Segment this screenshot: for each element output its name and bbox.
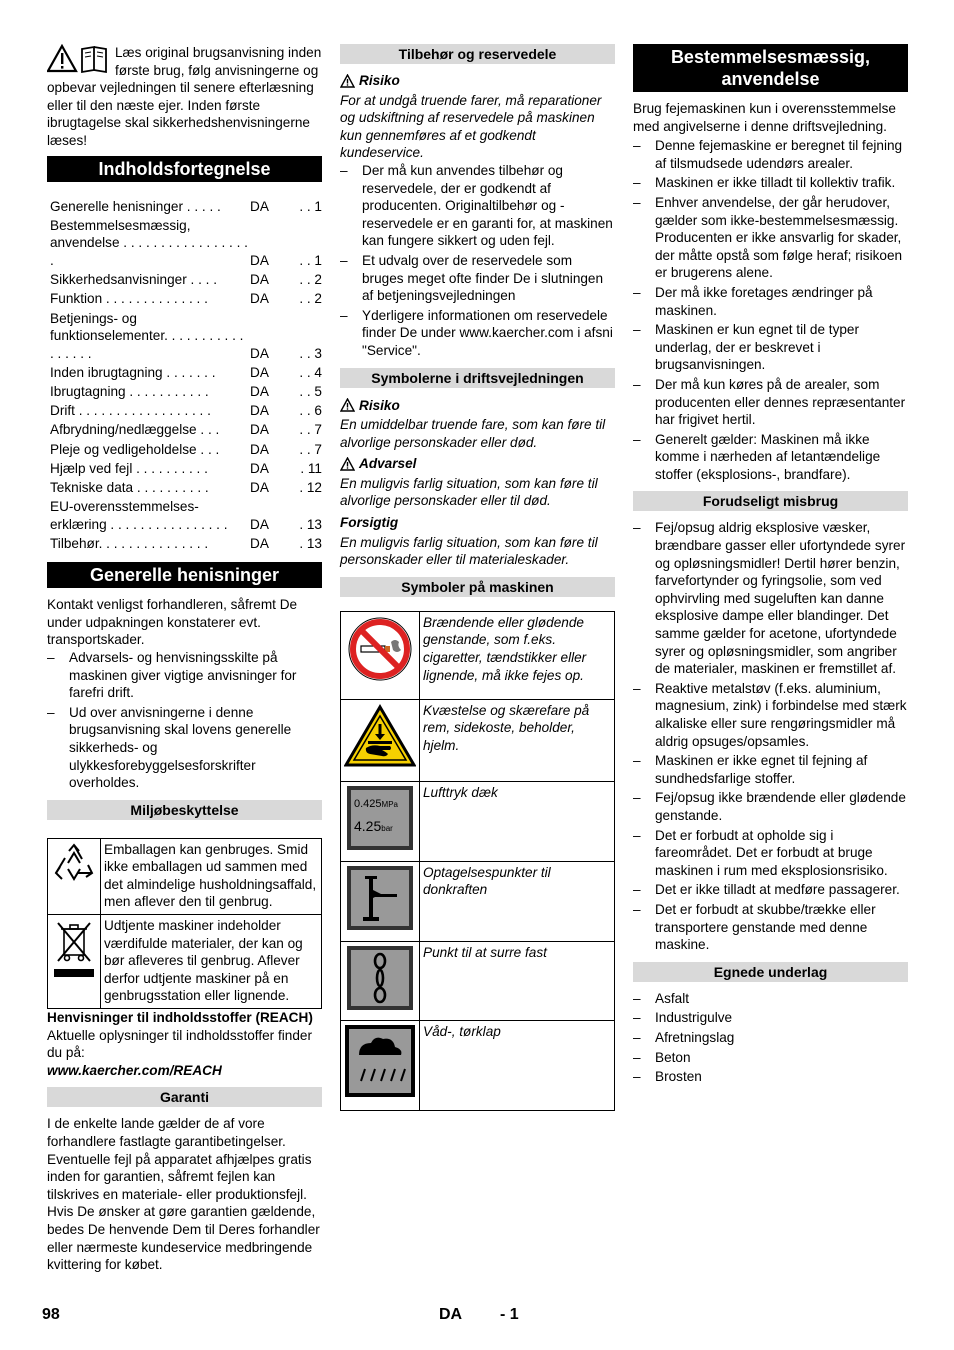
list-item: – Generelt gælder: Maskinen må ikke komme i nærheden af letantændelige stoffer (eksplosions-, brandfare).	[633, 431, 908, 484]
symbol-text-2: Kvæstelse og skærefare på rem, sidekoste, beholder, hjelm.	[420, 699, 615, 781]
list-item: – Et udvalg over de reservedele som bruges meget ofte finder De i slutningen af betjeningsvejledningen	[340, 252, 615, 305]
list-item: – Enhver anvendelse, der går herudover, gælder som ikke-bestemmelsesmæssig. Producenten er ikke ansvarlig for skader, der måtte opstå som følge heraf; risikoen er brugerens alene.	[633, 194, 908, 282]
list-item: – Reaktive metalstøv (f.eks. aluminium, magnesium, zink) i forbindelse med stærk alkaliske eller sure rengøringsmidler må aldrig opsuges/opsamles.	[633, 680, 908, 750]
toc-entry-title: Betjenings- og funktionselementer. . . . . . . . . . . . . . . . .	[50, 310, 244, 361]
toc-entry-page: . . 2	[299, 291, 322, 307]
symbols-machine-heading: Symboler på maskinen	[340, 577, 615, 597]
toc-entry-page: . . 6	[299, 403, 322, 419]
symbols-manual-heading: Symbolerne i driftsvejledningen	[340, 368, 615, 388]
table-row	[48, 915, 322, 1009]
toc-entry[interactable]	[50, 383, 322, 402]
toc-entry-title: Tilbehør. . . . . . . . . . . . . . .	[50, 535, 209, 551]
toc-entry-page: . 13	[299, 535, 322, 551]
table-row	[341, 699, 615, 781]
toc-entry-lang: DA	[250, 384, 269, 400]
warranty-heading: Garanti	[47, 1087, 322, 1107]
column-middle	[340, 44, 615, 1111]
list-item: – Maskinen er ikke egnet til fejning af sundhedsfarlige stoffer.	[633, 752, 908, 787]
toc-entry-lang: DA	[250, 403, 269, 419]
list-item: – Beton	[633, 1049, 908, 1067]
symbol-text-1: Brændende eller glødende genstande, som f.eks. cigaretter, tændstikker eller lignende, må ikke fejes op.	[420, 611, 615, 699]
toc-entry-title: Inden ibrugtagning . . . . . . .	[50, 364, 216, 380]
toc-entry[interactable]	[50, 535, 322, 554]
list-item: – Der må kun anvendes tilbehør og reservedele, der er godkendt af producenten. Originaltilbehør og -reservedele er en garanti for, at maskinen kan fungere sikkert og uden fejl.	[340, 162, 615, 250]
toc-entry-lang: DA	[250, 535, 269, 551]
list-item: – Der må kun køres på de arealer, som producenten eller dennes repræsentanter har frigivet hertil.	[633, 376, 908, 429]
intended-use-text: Brug fejemaskinen kun i overensstemmelse med angivelserne i denne driftsvejledning.	[633, 101, 896, 134]
footer-language: DA	[439, 1306, 463, 1323]
toc-entry[interactable]	[50, 402, 322, 421]
general-text: Kontakt venligst forhandleren, såfremt De under udpakningen konstaterer evt. transportskader.	[47, 597, 298, 648]
toc-entry-title: Ibrugtagning . . . . . . . . . . .	[50, 384, 209, 400]
symbol-text-5: Punkt til at surre fast	[420, 941, 615, 1020]
toc-table	[50, 198, 322, 555]
toc-entry-page: . . 7	[299, 441, 322, 457]
toc-entry-title: Hjælp ved fejl . . . . . . . . . .	[50, 460, 208, 476]
symbols-machine-table	[340, 611, 615, 1111]
environment-text-1: Emballagen kan genbruges. Smid ikke emballagen ud sammen med det almindelige husholdningsaffald, men aflever den til genbrug.	[101, 838, 322, 914]
misuse-list	[633, 519, 908, 953]
symbol-text-3: Lufttryk dæk	[420, 781, 615, 861]
table-row	[341, 941, 615, 1020]
surfaces-list	[633, 990, 908, 1086]
toc-entry-title: EU-overensstemmelses- erklæring . . . . . . . . . . . . . . . .	[50, 499, 228, 532]
environment-heading: Miljøbeskyttelse	[47, 800, 322, 820]
caution-description: En muligvis farlig situation, som kan føre til personskader eller til materialeskader.	[340, 534, 598, 568]
toc-entry-lang: DA	[250, 516, 269, 532]
no-burning-objects-icon	[347, 616, 413, 682]
general-heading: Generelle henisninger	[47, 562, 322, 588]
list-item: – Denne fejemaskine er beregnet til fejning af tilsmudsede udendørs arealer.	[633, 137, 908, 172]
list-item: – Maskinen er kun egnet til de typer underlag, der er beskrevet i brugsanvisningen.	[633, 321, 908, 374]
toc-entry-title: Sikkerhedsanvisninger . . . .	[50, 272, 217, 288]
list-item: – Industrigulve	[633, 1009, 908, 1027]
crossed-bin-icon	[52, 919, 96, 981]
risk-description: En umiddelbar truende fare, som kan føre til alvorlige personskader eller død.	[340, 417, 606, 450]
toc-entry[interactable]	[50, 217, 322, 271]
warning-triangle-icon	[340, 457, 355, 471]
toc-entry[interactable]	[50, 498, 322, 535]
list-item: – Det er forbudt at opholde sig i fareområdet. Det er forbudt at bruge maskinen i rum med eksplosionsrisiko.	[633, 827, 908, 880]
pressure-mpa: 0.425	[354, 797, 382, 810]
column-left	[47, 44, 322, 1274]
surfaces-heading: Egnede underlag	[633, 962, 908, 982]
list-item: – Det er forbudt at skubbe/trække eller transportere genstande med denne maskine.	[633, 901, 908, 954]
toc-entry-page: . . 3	[299, 345, 322, 361]
toc-entry-page: . . 4	[299, 364, 322, 380]
toc-entry-lang: DA	[250, 291, 269, 307]
toc-entry-lang: DA	[250, 480, 269, 495]
toc-entry-page: . . 1	[299, 252, 322, 268]
toc-entry-lang: DA	[250, 364, 269, 380]
accessories-heading: Tilbehør og reservedele	[340, 44, 615, 64]
reach-link[interactable]: www.kaercher.com/REACH	[47, 1062, 222, 1078]
misuse-heading: Forudseligt misbrug	[633, 491, 908, 511]
table-row	[341, 611, 615, 699]
toc-entry[interactable]	[50, 421, 322, 440]
list-item: – Fej/opsug aldrig eksplosive væsker, brændbare gasser eller ufortyndede syrer og opløsningsmidler! Dertil hører benzin, farvefortynder og fyringsolie, som ved ophvirvling med sugeluften kan danne eksplosive dampe eller blandinger. Det samme gælder for acetone, ufortyndede syrer og opløsningsmidler, som angriber de materialer, maskinen er fremstillet af.	[633, 519, 908, 677]
caution-label: Forsigtig	[340, 515, 399, 531]
toc-entry-lang: DA	[250, 252, 269, 268]
page-number: 98	[42, 1306, 60, 1323]
toc-entry[interactable]	[50, 441, 322, 460]
toc-entry-page: . 11	[300, 460, 322, 476]
toc-entry[interactable]	[50, 479, 322, 498]
risk-label: Risiko	[340, 397, 615, 415]
footer-sub-page: - 1	[500, 1306, 519, 1323]
risk-text: For at undgå truende farer, må reparationer og udskiftning af reservedele på maskinen kun gennemføres af et godkendt kundeservice.	[340, 92, 602, 161]
warning-triangle-icon	[340, 74, 355, 88]
tire-pressure-icon	[347, 786, 413, 850]
list-item: – Fej/opsug ikke brændende eller glødende genstande.	[633, 789, 908, 824]
jack-point-icon	[347, 866, 413, 930]
wet-dry-flap-icon	[345, 1025, 415, 1097]
toc-entry-page: . 12	[299, 480, 322, 495]
general-list	[47, 649, 322, 792]
column-right	[633, 44, 908, 1086]
warning-triangle-icon	[340, 398, 355, 412]
toc-entry[interactable]	[50, 271, 322, 290]
symbol-text-4: Optagelsespunkter til donkraften	[420, 861, 615, 941]
table-row	[341, 861, 615, 941]
pressure-mpa-unit: MPa	[381, 799, 398, 809]
toc-entry-lang: DA	[250, 345, 269, 361]
toc-entry[interactable]	[50, 290, 322, 309]
warranty-text: I de enkelte lande gælder de af vore forhandlere fastlagte garantibetingelser. Eventuelle fejl på apparatet afhjælpes gratis inden for garantien, såfremt fejlen kan tilskrives en materiale- eller produktionsfejl. Hvis De ønsker at gøre garantien gældende, bedes De henvende Dem til Deres forhandler eller nærmeste kundeservice medbringende kvittering for købet.	[47, 1116, 320, 1273]
list-item: – Asfalt	[633, 990, 908, 1008]
warning-manual-icon	[47, 44, 109, 74]
table-row	[341, 1020, 615, 1110]
environment-table	[47, 838, 322, 1009]
toc-entry[interactable]	[50, 198, 322, 217]
list-item: – Det er ikke tilladt at medføre passagerer.	[633, 881, 908, 899]
symbol-text-6: Våd-, tørklap	[420, 1020, 615, 1110]
list-item: – Afretningslag	[633, 1029, 908, 1047]
toc-entry-title: Generelle henisninger . . . . .	[50, 198, 221, 214]
list-item: – Advarsels- og henvisningsskilte på maskinen giver vigtige anvisninger for farefri drift.	[47, 649, 322, 702]
toc-entry-title: Afbrydning/nedlæggelse . . .	[50, 422, 220, 438]
toc-entry-page: . . 5	[299, 384, 322, 400]
risk-label: Risiko	[340, 72, 615, 90]
list-item: – Yderligere informationen om reservedele finder De under www.kaercher.com i afsni "Service".	[340, 307, 615, 360]
toc-entry-title: Bestemmelsesmæssig, anvendelse . . . . . . . . . . . . . . . . . .	[50, 217, 248, 268]
toc-entry-lang: DA	[250, 441, 269, 457]
toc-entry-title: Pleje og vedligeholdelse . . .	[50, 441, 220, 457]
environment-text-2: Udtjente maskiner indeholder værdifulde materialer, der kan og bør afleveres til genbrug. Aflever derfor udtjente maskiner på en genbrugsstation eller lignende.	[101, 915, 322, 1009]
toc-entry-title: Tekniske data . . . . . . . . . .	[50, 480, 209, 495]
toc-entry[interactable]	[50, 364, 322, 383]
toc-entry[interactable]	[50, 310, 322, 364]
toc-entry-lang: DA	[250, 272, 269, 288]
toc-entry-page: . 13	[299, 516, 322, 532]
list-item: – Ud over anvisningerne i denne brugsanvisning skal lovens generelle sikkerheds- og ulykkesforebyggelsesforskrifter overholdes.	[47, 704, 322, 792]
toc-entry-lang: DA	[250, 460, 269, 476]
list-item: – Der må ikke foretages ændringer på maskinen.	[633, 284, 908, 319]
toc-entry-lang: DA	[250, 198, 269, 214]
table-row	[48, 838, 322, 914]
toc-entry-lang: DA	[250, 422, 269, 438]
list-item: – Brosten	[633, 1068, 908, 1086]
toc-entry-title: Drift . . . . . . . . . . . . . . . . . .	[50, 403, 211, 419]
hand-crush-warning-icon	[344, 704, 416, 768]
table-row	[341, 781, 615, 861]
toc-entry-page: . . 2	[299, 272, 322, 288]
warning-label: Advarsel	[340, 455, 615, 473]
toc-entry[interactable]	[50, 460, 322, 479]
intro-block	[47, 44, 322, 150]
recycle-icon	[52, 843, 96, 887]
reach-text: Aktuelle oplysninger til indholdsstoffer finder du på:	[47, 1027, 312, 1061]
pressure-bar: 4.25	[354, 817, 382, 834]
toc-entry-page: . . 1	[299, 198, 322, 214]
toc-heading: Indholdsfortegnelse	[47, 156, 322, 182]
intended-use-heading: Bestemmelsesmæssig, anvendelse	[633, 44, 908, 92]
warning-description: En muligvis farlig situation, som kan føre til alvorlige personskader eller til død.	[340, 475, 598, 509]
toc-entry-page: . . 7	[299, 422, 322, 438]
accessories-list	[340, 162, 615, 360]
chain-lashing-icon	[347, 946, 413, 1010]
intro-text: Læs original brugsanvisning inden første brug, følg anvisningerne og opbevar vejledningen til senere efterlæsning eller til den næste ejer. Inden første ibrugtagelse skal sikkerhedshenvisningerne læses!	[47, 45, 322, 148]
intended-use-list	[633, 137, 908, 483]
reach-heading: Henvisninger til indholdsstoffer (REACH)	[47, 1010, 313, 1026]
toc-entry-title: Funktion . . . . . . . . . . . . . .	[50, 291, 208, 307]
pressure-bar-unit: bar	[381, 823, 393, 833]
list-item: – Maskinen er ikke tilladt til kollektiv trafik.	[633, 174, 908, 192]
